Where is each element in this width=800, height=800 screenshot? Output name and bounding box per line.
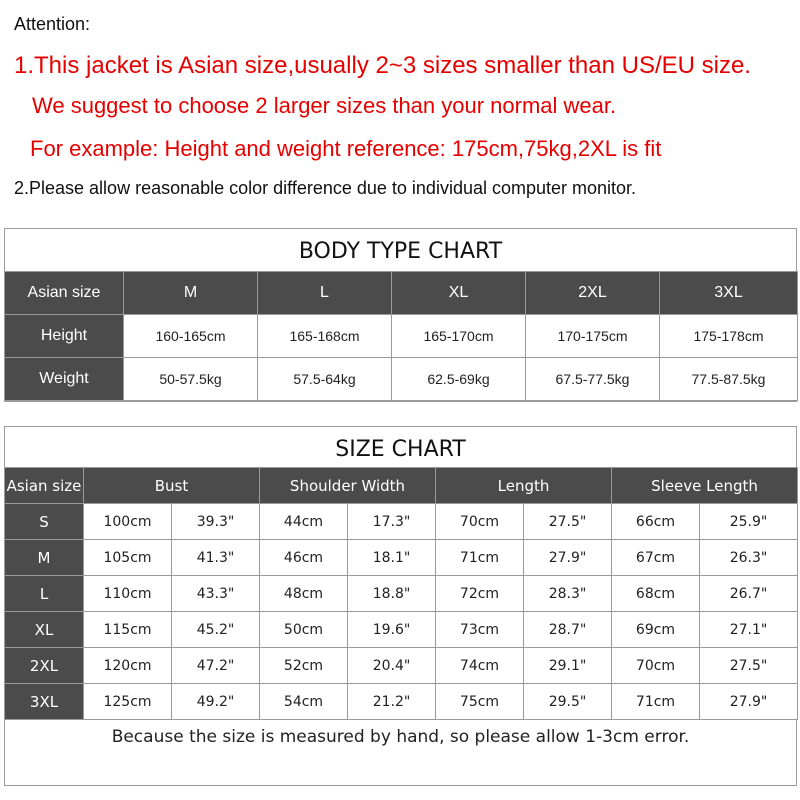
table-cell: 52cm: [260, 648, 348, 684]
body-type-chart-title: BODY TYPE CHART: [298, 239, 503, 264]
table-cell: 165-170cm: [392, 315, 526, 358]
table-cell: 20.4": [348, 648, 436, 684]
table-cell: 105cm: [84, 540, 172, 576]
size-table: [4, 467, 798, 720]
table-cell: 50-57.5kg: [124, 358, 258, 401]
header-cell: Bust: [84, 468, 260, 504]
table-row: [5, 358, 798, 401]
header-cell: 3XL: [660, 272, 798, 315]
table-cell: 57.5-64kg: [258, 358, 392, 401]
table-cell: 71cm: [436, 540, 524, 576]
table-row: [5, 504, 798, 540]
table-cell: 18.1": [348, 540, 436, 576]
table-cell: 70cm: [612, 648, 700, 684]
table-cell: 125cm: [84, 684, 172, 720]
table-cell: 26.3": [700, 540, 798, 576]
table-cell: 25.9": [700, 504, 798, 540]
header-cell: Asian size: [5, 272, 124, 315]
size-chart-title: SIZE CHART: [335, 437, 466, 462]
table-cell: 27.9": [524, 540, 612, 576]
table-cell: 54cm: [260, 684, 348, 720]
row-label: XL: [5, 612, 84, 648]
table-cell: 170-175cm: [526, 315, 660, 358]
table-cell: 28.7": [524, 612, 612, 648]
table-cell: 41.3": [172, 540, 260, 576]
table-cell: 27.1": [700, 612, 798, 648]
table-cell: 77.5-87.5kg: [660, 358, 798, 401]
attention-label: Attention:: [14, 14, 91, 34]
table-cell: 110cm: [84, 576, 172, 612]
body-header-row: [5, 272, 798, 315]
table-cell: 27.5": [524, 504, 612, 540]
table-row: [5, 315, 798, 358]
table-cell: 45.2": [172, 612, 260, 648]
table-cell: 50cm: [260, 612, 348, 648]
table-cell: 17.3": [348, 504, 436, 540]
table-cell: 46cm: [260, 540, 348, 576]
size-suggestion: We suggest to choose 2 larger sizes than your normal wear.: [32, 93, 617, 118]
row-label: M: [5, 540, 84, 576]
table-cell: 74cm: [436, 648, 524, 684]
body-type-table: [4, 271, 798, 401]
table-cell: 73cm: [436, 612, 524, 648]
header-cell: 2XL: [526, 272, 660, 315]
table-row: [5, 540, 798, 576]
table-cell: 29.5": [524, 684, 612, 720]
row-label: 3XL: [5, 684, 84, 720]
table-cell: 120cm: [84, 648, 172, 684]
table-row: [5, 684, 798, 720]
header-cell: L: [258, 272, 392, 315]
table-cell: 71cm: [612, 684, 700, 720]
row-label: 2XL: [5, 648, 84, 684]
table-row: [5, 612, 798, 648]
table-row: [5, 648, 798, 684]
table-cell: 21.2": [348, 684, 436, 720]
table-cell: 175-178cm: [660, 315, 798, 358]
table-cell: 47.2": [172, 648, 260, 684]
table-cell: 29.1": [524, 648, 612, 684]
table-cell: 67.5-77.5kg: [526, 358, 660, 401]
asian-size-warning: 1.This jacket is Asian size,usually 2~3 sizes smaller than US/EU size.: [14, 52, 751, 79]
header-cell: Asian size: [5, 468, 84, 504]
table-cell: 115cm: [84, 612, 172, 648]
row-label: Weight: [5, 358, 124, 401]
size-chart: [4, 426, 797, 786]
table-cell: 27.5": [700, 648, 798, 684]
table-cell: 100cm: [84, 504, 172, 540]
size-header-row: [5, 468, 798, 504]
table-cell: 66cm: [612, 504, 700, 540]
table-cell: 39.3": [172, 504, 260, 540]
table-cell: 165-168cm: [258, 315, 392, 358]
table-cell: 49.2": [172, 684, 260, 720]
row-label: L: [5, 576, 84, 612]
table-cell: 68cm: [612, 576, 700, 612]
table-cell: 44cm: [260, 504, 348, 540]
table-cell: 160-165cm: [124, 315, 258, 358]
header-cell: Shoulder Width: [260, 468, 436, 504]
header-cell: XL: [392, 272, 526, 315]
table-cell: 70cm: [436, 504, 524, 540]
table-cell: 19.6": [348, 612, 436, 648]
table-row: [5, 576, 798, 612]
table-cell: 18.8": [348, 576, 436, 612]
header-cell: Sleeve Length: [612, 468, 798, 504]
table-cell: 72cm: [436, 576, 524, 612]
row-label: S: [5, 504, 84, 540]
table-cell: 62.5-69kg: [392, 358, 526, 401]
header-cell: Length: [436, 468, 612, 504]
table-cell: 67cm: [612, 540, 700, 576]
color-difference-note: 2.Please allow reasonable color difference due to individual computer monitor.: [14, 178, 637, 198]
table-cell: 75cm: [436, 684, 524, 720]
row-label: Height: [5, 315, 124, 358]
header-cell: M: [124, 272, 258, 315]
table-cell: 26.7": [700, 576, 798, 612]
table-cell: 28.3": [524, 576, 612, 612]
measurement-footnote: Because the size is measured by hand, so please allow 1-3cm error.: [111, 727, 690, 747]
size-rows: [5, 504, 798, 720]
table-cell: 43.3": [172, 576, 260, 612]
table-cell: 69cm: [612, 612, 700, 648]
size-example: For example: Height and weight reference: 175cm,75kg,2XL is fit: [30, 136, 662, 161]
body-type-chart: [4, 228, 797, 402]
table-cell: 48cm: [260, 576, 348, 612]
table-cell: 27.9": [700, 684, 798, 720]
